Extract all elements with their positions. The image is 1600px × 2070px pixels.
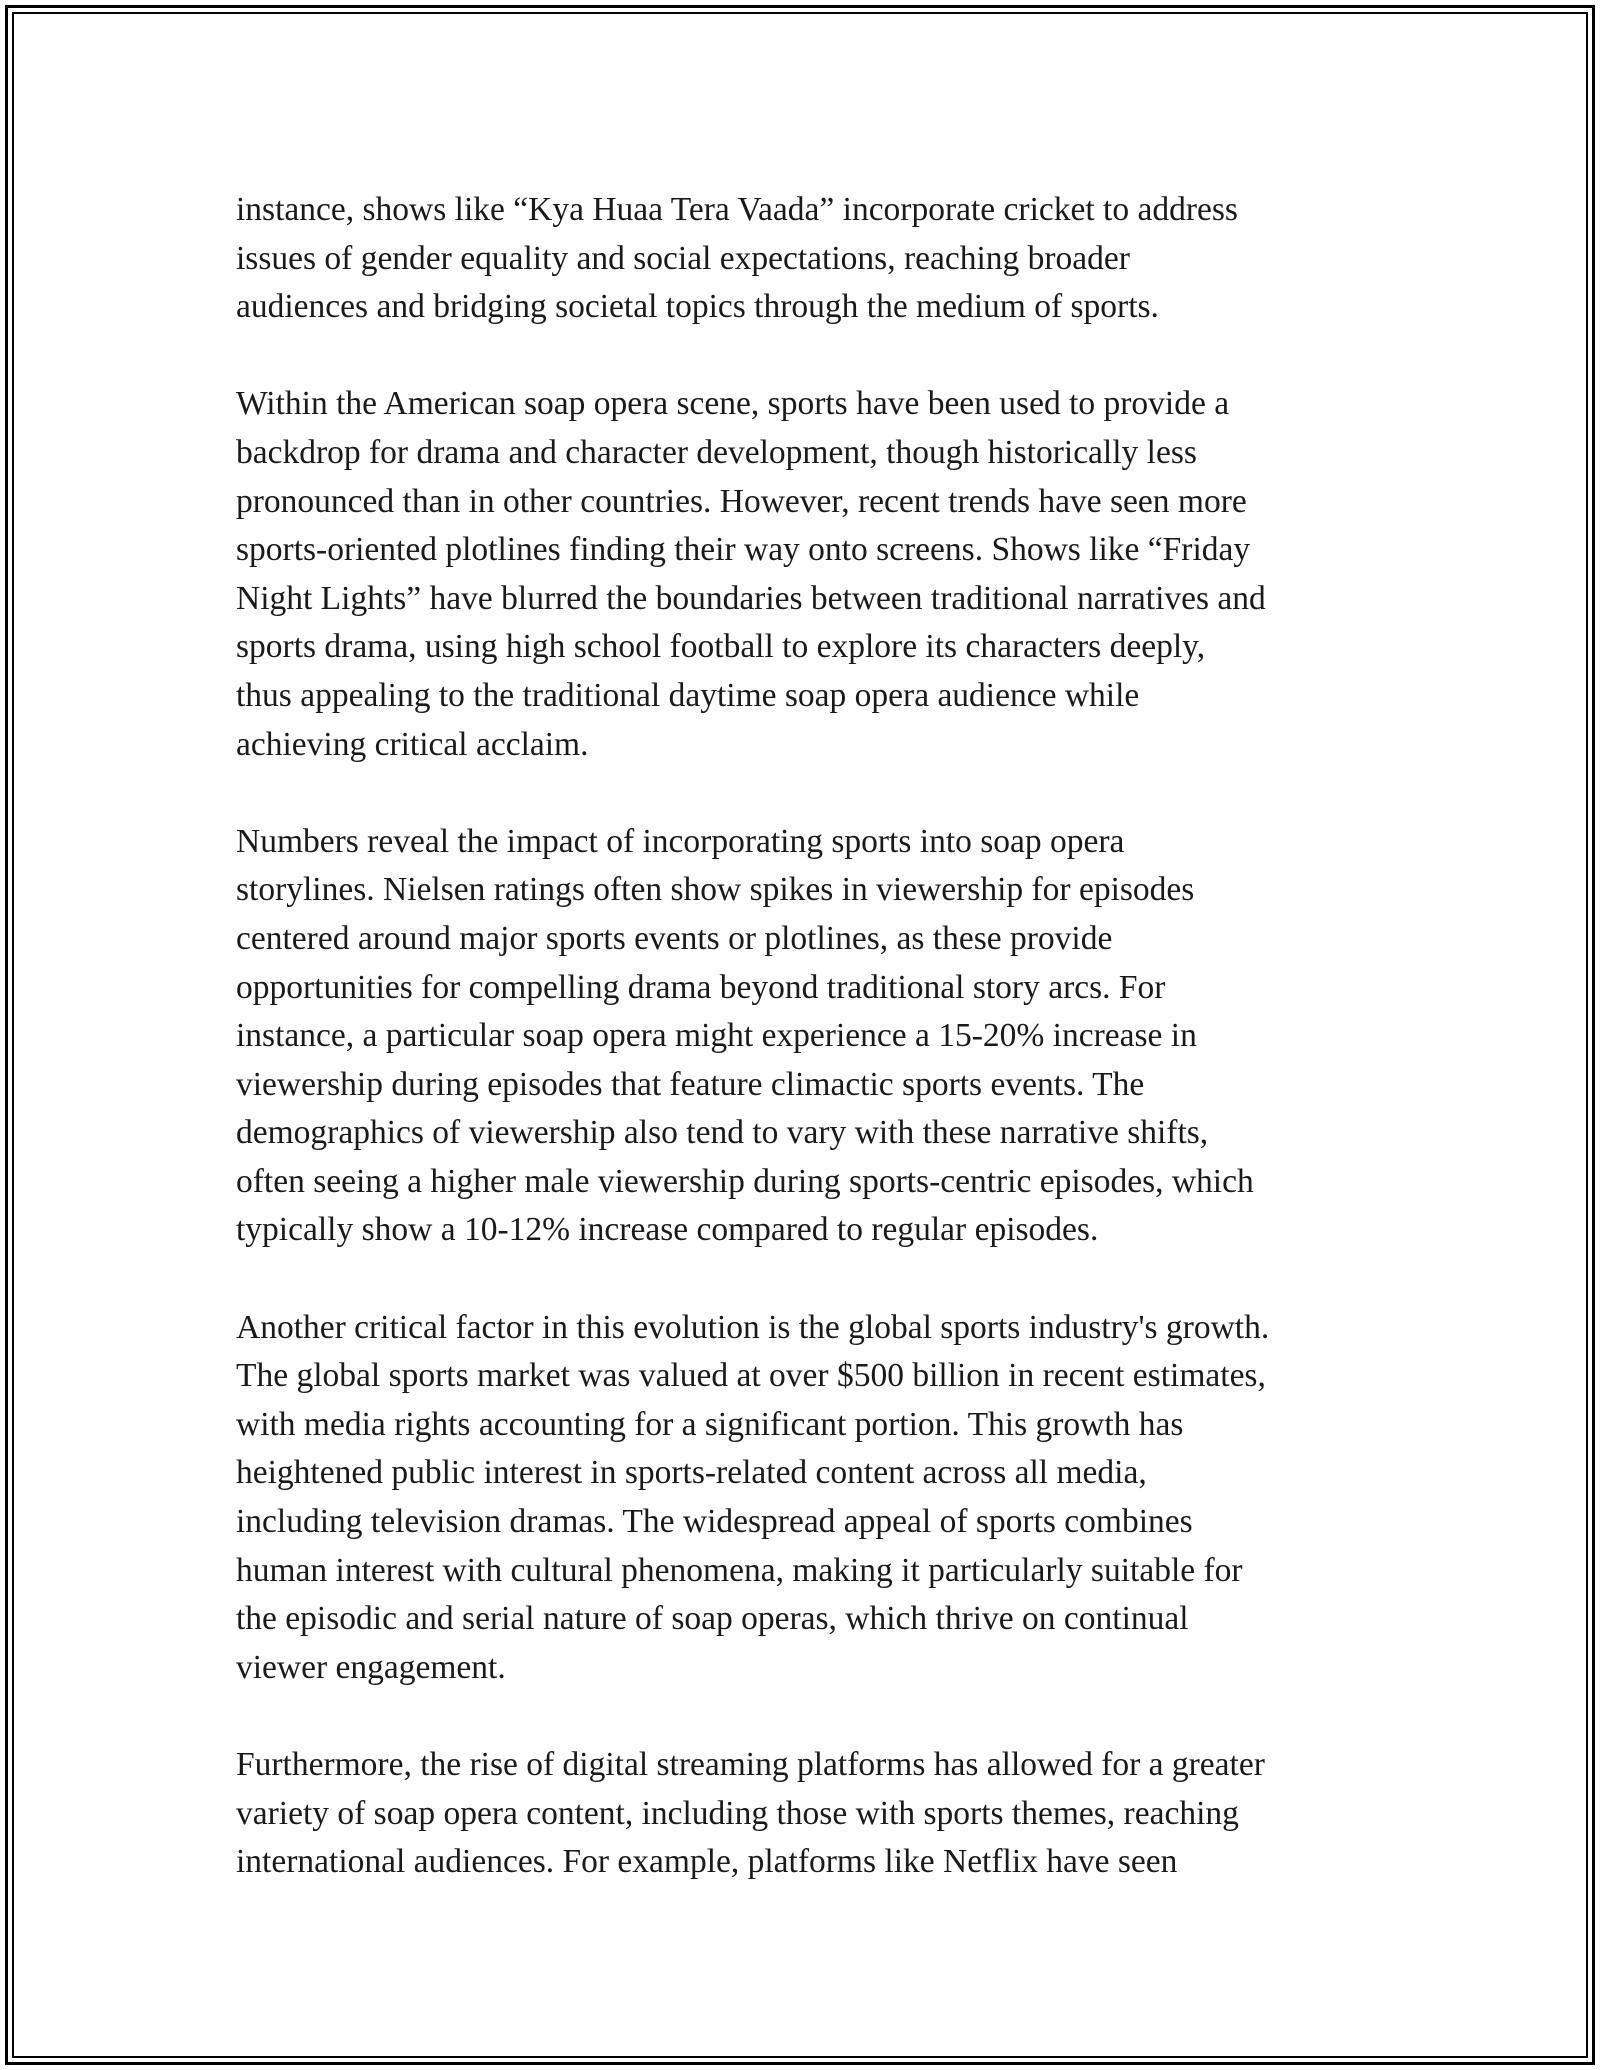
text-line: viewership during episodes that feature climactic sports events. The <box>236 1065 1145 1103</box>
text-line: backdrop for drama and character development, though historically less <box>236 433 1197 471</box>
text-line: often seeing a higher male viewership during sports-centric episodes, which <box>236 1162 1254 1200</box>
text-line: instance, shows like “Kya Huaa Tera Vaada” incorporate cricket to address <box>236 191 1238 228</box>
text-line: human interest with cultural phenomena, making it particularly suitable for <box>236 1551 1243 1589</box>
text-line: typically show a 10-12% increase compared to regular episodes. <box>236 1211 1099 1249</box>
text-line: Night Lights” have blurred the boundaries between traditional narratives and <box>236 579 1266 617</box>
text-line: Numbers reveal the impact of incorporating sports into soap opera <box>236 822 1125 860</box>
text-line: Furthermore, the rise of digital streaming platforms has allowed for a greater <box>236 1746 1265 1783</box>
text-line: international audiences. For example, platforms like Netflix have seen <box>236 1843 1178 1881</box>
text-line: the episodic and serial nature of soap operas, which thrive on continual <box>236 1600 1189 1638</box>
text-line: with media rights accounting for a significant portion. This growth has <box>236 1405 1184 1443</box>
text-line: audiences and bridging societal topics through the medium of sports. <box>236 288 1159 326</box>
text-line: including television dramas. The widespread appeal of sports combines <box>236 1503 1193 1541</box>
text-line: centered around major sports events or plotlines, as these provide <box>236 919 1113 957</box>
text-line: variety of soap opera content, including those with sports themes, reaching <box>236 1794 1239 1832</box>
text-line: The global sports market was valued at over $500 billion in recent estimates, <box>236 1357 1266 1395</box>
paragraph-3 <box>236 818 1396 1255</box>
text-line: heightened public interest in sports-related content across all media, <box>236 1454 1147 1492</box>
text-line: thus appealing to the traditional daytime soap opera audience while <box>236 676 1140 714</box>
text-line: viewer engagement. <box>236 1648 506 1686</box>
paragraph-1 <box>236 186 1396 332</box>
text-line: opportunities for compelling drama beyond traditional story arcs. For <box>236 968 1166 1006</box>
text-line: demographics of viewership also tend to vary with these narrative shifts, <box>236 1114 1209 1152</box>
paragraph-5 <box>236 1741 1396 1887</box>
text-line: achieving critical acclaim. <box>236 725 589 763</box>
paragraph-2 <box>236 380 1396 769</box>
text-line: instance, a particular soap opera might experience a 15-20% increase in <box>236 1017 1197 1055</box>
text-line: sports-oriented plotlines finding their way onto screens. Shows like “Friday <box>236 531 1251 569</box>
text-line: storylines. Nielsen ratings often show spikes in viewership for episodes <box>236 871 1195 909</box>
text-line: Another critical factor in this evolution is the global sports industry's growth. <box>236 1308 1270 1346</box>
paragraph-4 <box>236 1304 1396 1693</box>
text-line: sports drama, using high school football to explore its characters deeply, <box>236 628 1206 666</box>
text-line: issues of gender equality and social expectations, reaching broader <box>236 239 1130 277</box>
text-line: Within the American soap opera scene, sports have been used to provide a <box>236 385 1230 423</box>
text-line: pronounced than in other countries. However, recent trends have seen more <box>236 482 1247 520</box>
document-body <box>236 186 1396 1935</box>
